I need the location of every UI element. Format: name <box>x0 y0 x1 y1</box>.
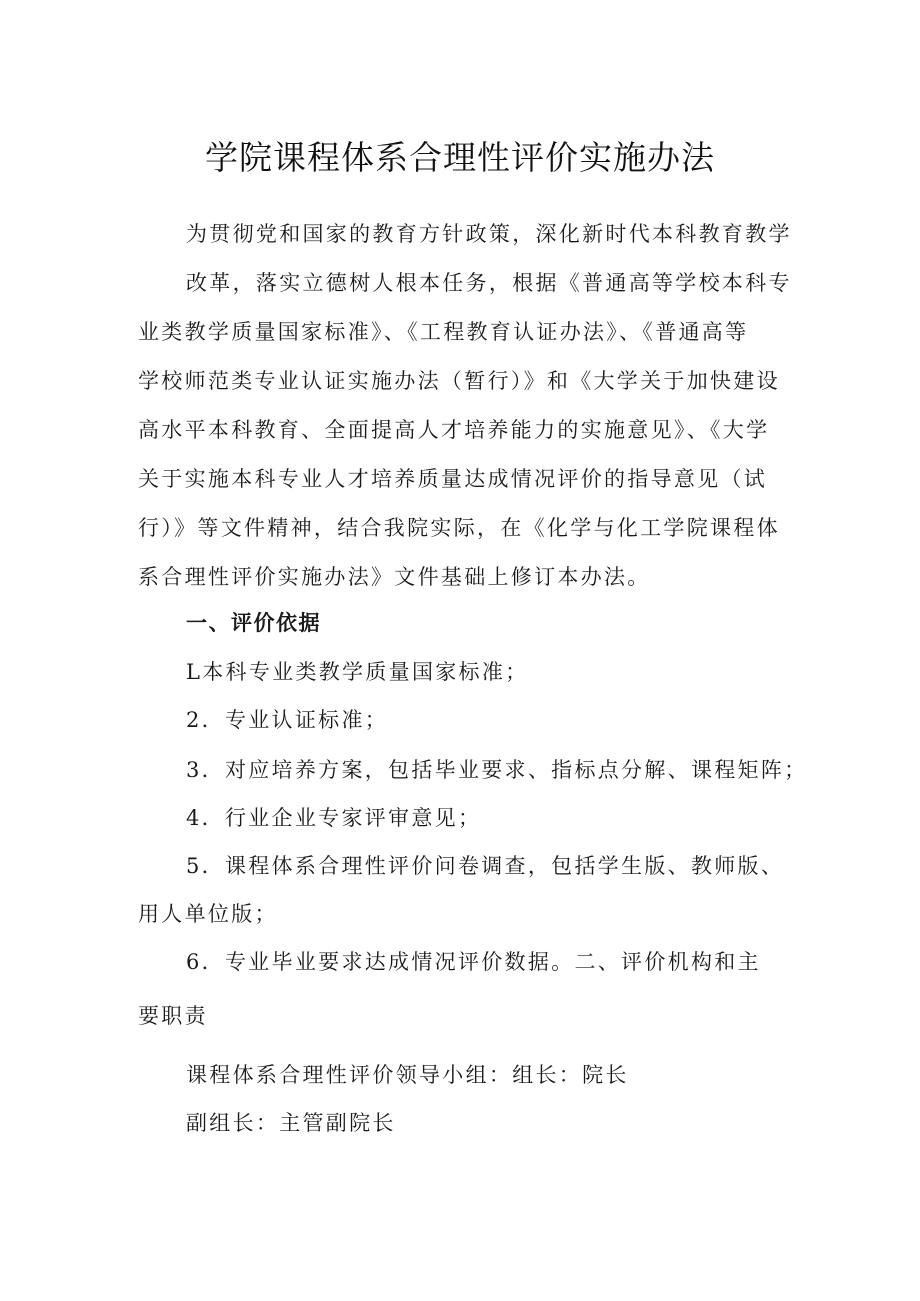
basis-item-4: 4．行业企业专家评审意见； <box>186 806 482 830</box>
intro-line-1: 为贯彻党和国家的教育方针政策，深化新时代本科教育教学 <box>186 222 792 246</box>
intro-line-5: 高水平本科教育、全面提高人才培养能力的实施意见》、《大学 <box>138 418 770 442</box>
intro-line-7: 行）》等文件精神，结合我院实际，在《化学与化工学院课程体 <box>138 516 780 540</box>
intro-line-8: 系合理性评价实施办法》文件基础上修订本办法。 <box>138 565 651 589</box>
basis-item-5-cont: 用人单位版； <box>138 902 278 926</box>
section-heading-2-cont: 要职责 <box>138 1004 208 1028</box>
intro-line-2: 改革，落实立德树人根本任务，根据《普通高等学校本科专 <box>186 271 792 295</box>
basis-item-6: 6．专业毕业要求达成情况评价数据。二、评价机构和主 <box>186 950 761 974</box>
intro-line-6: 关于实施本科专业人才培养质量达成情况评价的指导意见（试 <box>138 467 768 491</box>
basis-item-3: 3．对应培养方案，包括毕业要求、指标点分解、课程矩阵； <box>186 758 808 782</box>
deputy-leader-line: 副组长：主管副院长 <box>186 1111 396 1135</box>
document-title: 学院课程体系合理性评价实施办法 <box>205 138 715 177</box>
basis-item-2: 2．专业认证标准； <box>186 708 389 732</box>
leadership-group-line: 课程体系合理性评价领导小组：组长：院长 <box>186 1063 629 1087</box>
section-heading-1: 一、评价依据 <box>186 611 321 635</box>
intro-line-3: 业类教学质量国家标准》、《工程教育认证办法》、《普通高等 <box>138 320 749 344</box>
basis-item-1: L本科专业类教学质量国家标准； <box>186 660 529 684</box>
basis-item-5: 5．课程体系合理性评价问卷调查，包括学生版、教师版、 <box>186 854 785 878</box>
intro-line-4: 学校师范类专业认证实施办法（暂行）》和《大学关于加快建设 <box>138 369 780 393</box>
